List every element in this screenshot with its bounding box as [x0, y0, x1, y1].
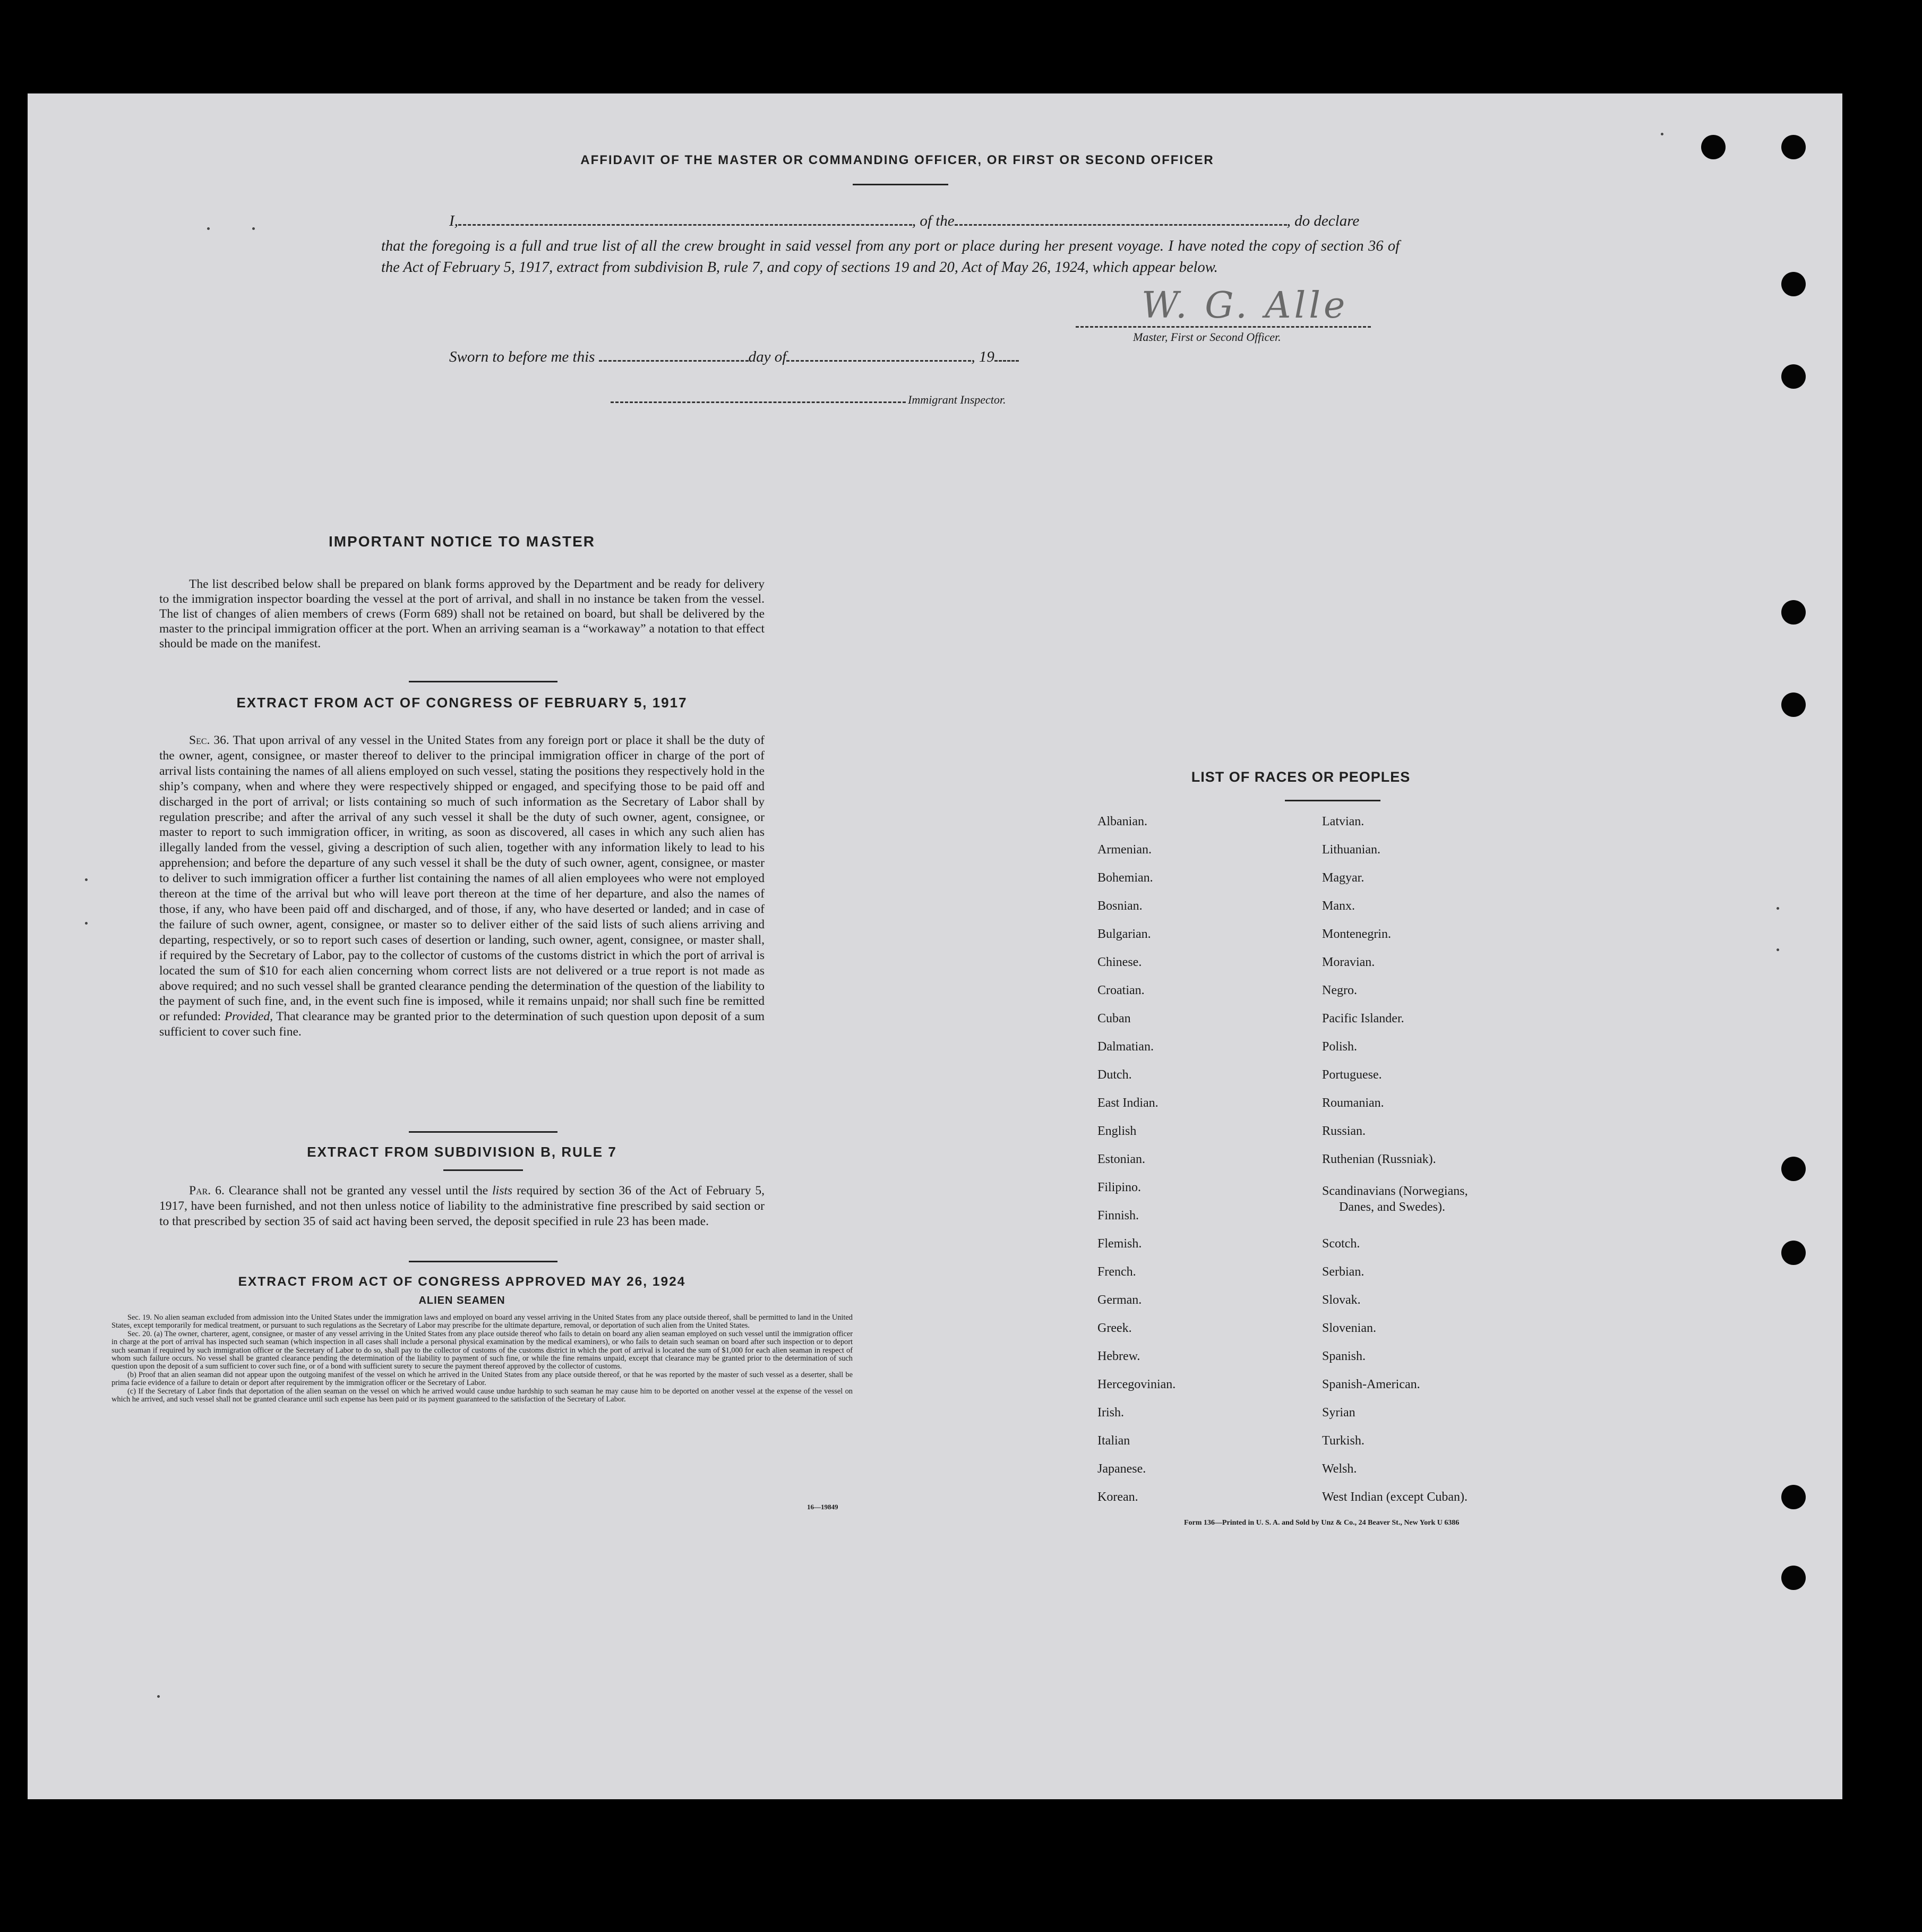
- race-item: Montenegrin.: [1322, 927, 1391, 941]
- race-item: Cuban: [1097, 1012, 1131, 1025]
- race-item: Manx.: [1322, 899, 1355, 913]
- race-item: Albanian.: [1097, 815, 1147, 828]
- race-item: Croatian.: [1097, 984, 1145, 997]
- race-item: Ruthenian (Russniak).: [1322, 1152, 1436, 1166]
- race-item: Bulgarian.: [1097, 927, 1151, 941]
- race-item: Hercegovinian.: [1097, 1378, 1176, 1391]
- name-field[interactable]: [458, 224, 912, 226]
- notice-title: IMPORTANT NOTICE TO MASTER: [328, 533, 596, 550]
- race-item: Finnish.: [1097, 1209, 1139, 1223]
- paper-speck: [207, 227, 210, 230]
- day-of-label: day of: [748, 348, 787, 365]
- extract-1924-subtitle: ALIEN SEAMEN: [418, 1295, 505, 1306]
- rule7-title: EXTRACT FROM SUBDIVISION B, RULE 7: [307, 1144, 617, 1160]
- punch-hole: [1781, 1157, 1806, 1181]
- races-title: LIST OF RACES OR PEOPLES: [1191, 769, 1411, 785]
- affidavit-body: that the foregoing is a full and true list of all the crew brought in said vessel from any port or place during her present voyage. I have noted the copy of section 36 of the Act of February 5, 1917, extract from subdivision B, rule 7, and copy of sections 19 and 20, Act of May 26, 1924, which appear below.: [381, 238, 1400, 276]
- punch-hole: [1781, 1241, 1806, 1265]
- signature-line: [1076, 326, 1371, 328]
- form-footer: Form 136—Printed in U. S. A. and Sold by Unz & Co., 24 Beaver St., New York U 6386: [1184, 1519, 1460, 1527]
- signature-caption: Master, First or Second Officer.: [1133, 330, 1281, 344]
- race-item: Roumanian.: [1322, 1096, 1384, 1110]
- race-item: Bohemian.: [1097, 871, 1153, 885]
- race-item: Slovak.: [1322, 1293, 1361, 1307]
- extract-1917-body: [159, 733, 765, 1040]
- race-item: Latvian.: [1322, 815, 1365, 828]
- race-item: Greek.: [1097, 1321, 1132, 1335]
- race-item: West Indian (except Cuban).: [1322, 1490, 1468, 1504]
- par-6-label: Par. 6.: [189, 1184, 225, 1198]
- race-item: Hebrew.: [1097, 1349, 1140, 1363]
- paper-speck: [85, 922, 88, 925]
- sec-20c-text: (c) If the Secretary of Labor finds that deportation of the alien seaman on the vessel on which he arrived would cause undue hardship to such seaman he may cause him to be deported on another vessel at the expense of the vessel on which he arrived, and such vessel shall not be granted clearance until such expense has been paid or its payment guaranteed to the satisfaction of the Secretary of Labor.: [111, 1387, 853, 1404]
- paper-speck: [85, 878, 88, 881]
- sec-20a-text: Sec. 20. (a) The owner, charterer, agent, consignee, or master of any vessel arriving in the United States from any place outside thereof who fails to detain on board any alien seaman employed on such vessel until the immigration officer in charge at the port of arrival has inspected such seaman (which inspection in all cases shall include a personal physical examination by the medical examiners), or who fails to detain such seaman on board after such inspection or to deport such seaman if required by such immigration officer or the Secretary of Labor to do so, shall pay to the collector of customs of the customs district in which the port of arrival is located the sum of $1,000 for each alien seaman in respect of whom such failure occurs. No vessel shall be granted clearance pending the determination of the liability to payment of such fine, or while the fine remains unpaid, except that clearance may be granted prior to the determination of such question upon the deposit of a sum sufficient to cover such fine, or of a bond with sufficient surety to secure the payment thereof approved by the collector of customs.: [111, 1329, 853, 1371]
- race-item: Bosnian.: [1097, 899, 1143, 913]
- race-item: Korean.: [1097, 1490, 1138, 1504]
- rule7-body: [159, 1183, 765, 1229]
- race-item: Irish.: [1097, 1406, 1124, 1420]
- sec-36-tail: That clearance may be granted prior to the determination of such question upon deposit of a sum sufficient to cover such fine.: [159, 1010, 765, 1039]
- race-item: Portuguese.: [1322, 1068, 1382, 1082]
- race-item: Negro.: [1322, 984, 1357, 997]
- year-prefix: , 19: [971, 348, 994, 365]
- race-item: Scotch.: [1322, 1237, 1360, 1251]
- sec-36-text: That upon arrival of any vessel in the United States from any foreign port or place it shall be the duty of the owner, agent, consignee, or master thereof to deliver to the principal immigration officer in charge of the port of arrival lists containing the names of all aliens employed on such vessel, stating the positions they respectively hold in the ship’s company, when and where they were respectively shipped or engaged, and specifying those to be paid off and discharged in the port of arrival; or lists containing so much of such information as the Secretary of Labor shall by regulation prescribe; and after the arrival of any such vessel it shall be the duty of such owner, agent, consignee, or master to report to such immigration officer, in writing, as soon as discovered, all cases in which any such alien has illegally landed from the vessel, giving a description of such alien, together with any information likely to lead to his apprehension; and before the departure of any such vessel it shall be the duty of such owner, agent, consignee, or master to deliver to such immigration officer a further list containing the names of all alien employees who were not employed thereon at the time of the arrival but who will leave port thereon at the time of her departure, and also the names of those, if any, who have been paid off and discharged, and of those, if any, who have deserted or landed; and in case of the failure of such owner, agent, consignee, or master so to deliver either of the said lists of such aliens arriving and departing, respectively, or so to report such cases of desertion or landing, such owner, agent, consignee, or master shall, if required by the Secretary of Labor, pay to the collector of customs of the customs district in which the port of arrival is located the sum of $10 for each alien concerning whom correct lists are not delivered or a true report is not made as above required; and no such vessel shall be granted clearance pending the determination of the question of the liability to the payment of such fine, and, in the event such fine is imposed, while it remains unpaid; nor shall such fine be remitted or refunded:: [159, 733, 765, 1024]
- print-code: 16—19849: [807, 1503, 838, 1511]
- section-rule: [409, 1131, 557, 1133]
- race-item: Danes, and Swedes).: [1339, 1200, 1445, 1214]
- paper-speck: [1661, 133, 1663, 135]
- race-item: Magyar.: [1322, 871, 1365, 885]
- vessel-field[interactable]: [955, 224, 1287, 226]
- race-item: French.: [1097, 1265, 1136, 1279]
- race-item: Spanish-American.: [1322, 1378, 1420, 1391]
- sec-36-label: Sec. 36.: [189, 733, 229, 747]
- race-item: German.: [1097, 1293, 1142, 1307]
- par-6-text-b: required by section 36 of the Act of February 5, 1917, have been furnished, and not then unless notice of liability to the administrative fine prescribed by said section or to that prescribed by section 35 of said act having been served, the deposit specified in rule 23 has been made.: [159, 1184, 765, 1228]
- race-item: Russian.: [1322, 1124, 1366, 1138]
- punch-hole: [1781, 1566, 1806, 1590]
- provided-word: Provided,: [224, 1010, 273, 1024]
- punch-hole: [1781, 272, 1806, 296]
- race-item: English: [1097, 1124, 1137, 1138]
- race-item: Italian: [1097, 1434, 1130, 1448]
- punch-hole: [1701, 135, 1726, 159]
- extract-1924-title: EXTRACT FROM ACT OF CONGRESS APPROVED MAY 26, 1924: [238, 1275, 686, 1289]
- year-field[interactable]: [994, 360, 1019, 362]
- month-field[interactable]: [786, 360, 971, 362]
- race-item: Turkish.: [1322, 1434, 1365, 1448]
- day-field[interactable]: [599, 360, 749, 362]
- sworn-line: [449, 348, 1019, 366]
- title-rule: [853, 184, 948, 185]
- punch-hole: [1781, 135, 1806, 159]
- race-item: Welsh.: [1322, 1462, 1357, 1476]
- affidavit-title: AFFIDAVIT OF THE MASTER OR COMMANDING OFFICER, OR FIRST OR SECOND OFFICER: [580, 153, 1214, 167]
- title-rule: [1285, 800, 1380, 801]
- punch-hole: [1781, 600, 1806, 625]
- race-item: Flemish.: [1097, 1237, 1142, 1251]
- par-6-text-a: Clearance shall not be granted any vessel until the: [228, 1184, 488, 1198]
- race-item: Scandinavians (Norwegians,: [1322, 1184, 1468, 1198]
- race-item: Serbian.: [1322, 1265, 1365, 1279]
- race-item: Estonian.: [1097, 1152, 1145, 1166]
- punch-hole: [1781, 364, 1806, 389]
- race-item: Chinese.: [1097, 955, 1142, 969]
- notice-body: The list described below shall be prepared on blank forms approved by the Department and be ready for delivery to the immigration inspector boarding the vessel at the port of arrival, and shall in no instance be taken from the vessel. The list of changes of alien members of crews (Form 689) shall not be retained on board, but shall be delivered by the master to the principal immigration officer at the port. When an arriving seaman is a “workaway” a notation to that effect should be made on the manifest.: [159, 577, 765, 651]
- race-item: Armenian.: [1097, 843, 1152, 857]
- race-item: East Indian.: [1097, 1096, 1159, 1110]
- race-item: Spanish.: [1322, 1349, 1366, 1363]
- race-item: Slovenian.: [1322, 1321, 1376, 1335]
- race-item: Dalmatian.: [1097, 1040, 1154, 1054]
- inspector-line[interactable]: [611, 401, 906, 403]
- affidavit-declaration-line: [449, 212, 1400, 230]
- title-rule: [443, 1169, 523, 1171]
- race-item: Dutch.: [1097, 1068, 1132, 1082]
- i-label: I,: [449, 212, 458, 229]
- race-item: Syrian: [1322, 1406, 1355, 1420]
- section-rule: [409, 1261, 557, 1262]
- lists-word: lists: [492, 1184, 513, 1198]
- paper-speck: [157, 1695, 160, 1698]
- of-the-label: , of the: [912, 212, 955, 229]
- paper-speck: [1777, 948, 1779, 951]
- race-item: Japanese.: [1097, 1462, 1146, 1476]
- signature: W. G. Alle: [1142, 285, 1349, 327]
- extract-1924-body: [111, 1314, 853, 1404]
- sec-20b-text: (b) Proof that an alien seaman did not appear upon the outgoing manifest of the vessel on which he arrived in the United States from any place outside thereof, or that he was reported by the master of such vessel as a deserter, shall be prima facie evidence of a failure to detain or deport after requirement by the immigration officer or the Secretary of Labor.: [111, 1370, 853, 1388]
- punch-hole: [1781, 1485, 1806, 1509]
- race-item: Lithuanian.: [1322, 843, 1380, 857]
- paper-speck: [1777, 907, 1779, 910]
- extract-1917-title: EXTRACT FROM ACT OF CONGRESS OF FEBRUARY 5, 1917: [236, 695, 688, 711]
- race-item: Pacific Islander.: [1322, 1012, 1404, 1025]
- paper-speck: [252, 227, 255, 230]
- inspector-caption: Immigrant Inspector.: [908, 393, 1006, 406]
- do-declare-label: , do declare: [1286, 212, 1360, 229]
- sec-19-text: Sec. 19. No alien seaman excluded from admission into the United States under the immigration laws and employed on board any vessel arriving in the United States from any place outside thereof, shall be permitted to land in the United States, except temporarily for medical treatment, or pursuant to such regulations as the Secretary of Labor may prescribe for the ultimate departure, removal, or deportation of such alien from the United States.: [111, 1313, 853, 1330]
- race-item: Polish.: [1322, 1040, 1358, 1054]
- section-rule: [409, 681, 557, 682]
- sworn-prefix: Sworn to before me this: [449, 348, 595, 365]
- race-item: Moravian.: [1322, 955, 1375, 969]
- punch-hole: [1781, 693, 1806, 717]
- race-item: Filipino.: [1097, 1181, 1142, 1194]
